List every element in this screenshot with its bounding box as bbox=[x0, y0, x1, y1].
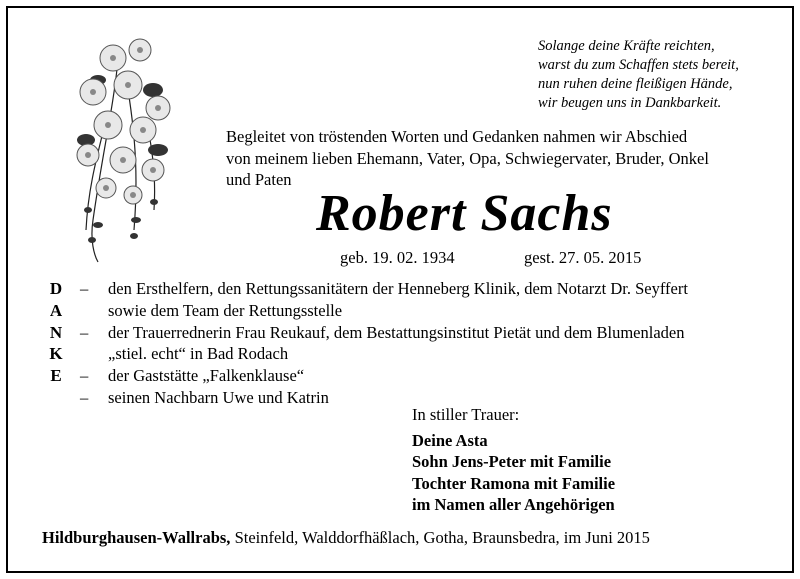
danke-letter: A bbox=[49, 300, 63, 320]
thanks-item bbox=[80, 343, 780, 365]
thanks-text: der Trauerrednerin Frau Reukauf, dem Bestattungsinstitut Pietät und dem Blumenladen bbox=[108, 322, 685, 342]
intro-line: und Paten bbox=[226, 170, 292, 189]
motto-line: Solange deine Kräfte reichten, bbox=[538, 38, 715, 54]
mourner-name: Deine Asta bbox=[412, 430, 488, 450]
thanks-text: „stiel. echt“ in Bad Rodach bbox=[108, 344, 289, 364]
danke-letter: D bbox=[49, 279, 63, 298]
mourner-name: Sohn Jens-Peter mit Familie bbox=[412, 452, 612, 471]
place-date-line bbox=[42, 528, 782, 548]
thanks-list bbox=[80, 278, 780, 409]
mourners-heading: In stiller Trauer: bbox=[412, 405, 520, 424]
death-date: gest. 27. 05. 2015 bbox=[524, 248, 642, 267]
dash: – bbox=[80, 322, 89, 342]
intro-text bbox=[226, 126, 786, 191]
thanks-item bbox=[80, 300, 780, 322]
place-rest: Steinfeld, Walddorfhäßlach, Gotha, Braunsbedra, im Juni 2015 bbox=[230, 528, 650, 547]
mourner-name: Tochter Ramona mit Familie bbox=[412, 473, 616, 493]
motto-poem bbox=[538, 37, 788, 113]
mourner-name: im Namen aller Angehörigen bbox=[412, 495, 615, 514]
thanks-item bbox=[80, 365, 780, 387]
dash: – bbox=[80, 279, 89, 298]
thanks-text: seinen Nachbarn Uwe und Katrin bbox=[108, 387, 329, 407]
dash: – bbox=[80, 387, 89, 407]
thanks-text: den Ersthelfern, den Rettungssanitätern der Henneberg Klinik, dem Notarzt Dr. Seyffert bbox=[108, 279, 688, 298]
danke-letter: N bbox=[49, 322, 63, 342]
place-primary: Hildburghausen-Wallrabs, bbox=[42, 528, 231, 547]
motto-line: warst du zum Schaffen stets bereit, bbox=[538, 57, 739, 73]
motto-line: wir beugen uns in Dankbarkeit. bbox=[538, 95, 722, 111]
mourners-block bbox=[412, 404, 772, 516]
thanks-text: der Gaststätte „Falkenklause“ bbox=[108, 366, 305, 386]
intro-line: Begleitet von tröstenden Worten und Gedanken nahmen wir Abschied bbox=[226, 127, 688, 146]
intro-line: von meinem lieben Ehemann, Vater, Opa, Schwiegervater, Bruder, Onkel bbox=[226, 148, 709, 168]
orchid-bouquet-icon bbox=[58, 30, 188, 265]
danke-letter: E bbox=[50, 366, 62, 386]
thanks-item bbox=[80, 278, 780, 300]
danke-vertical bbox=[44, 278, 68, 387]
birth-date: geb. 19. 02. 1934 bbox=[340, 248, 455, 267]
thanks-item bbox=[80, 322, 780, 344]
thanks-text: sowie dem Team der Rettungsstelle bbox=[108, 300, 343, 320]
motto-line: nun ruhen deine fleißigen Hände, bbox=[538, 76, 733, 92]
danke-letter: K bbox=[49, 344, 63, 364]
dash: – bbox=[80, 366, 89, 386]
deceased-name: Robert Sachs bbox=[316, 185, 613, 242]
obituary-notice bbox=[6, 6, 794, 573]
